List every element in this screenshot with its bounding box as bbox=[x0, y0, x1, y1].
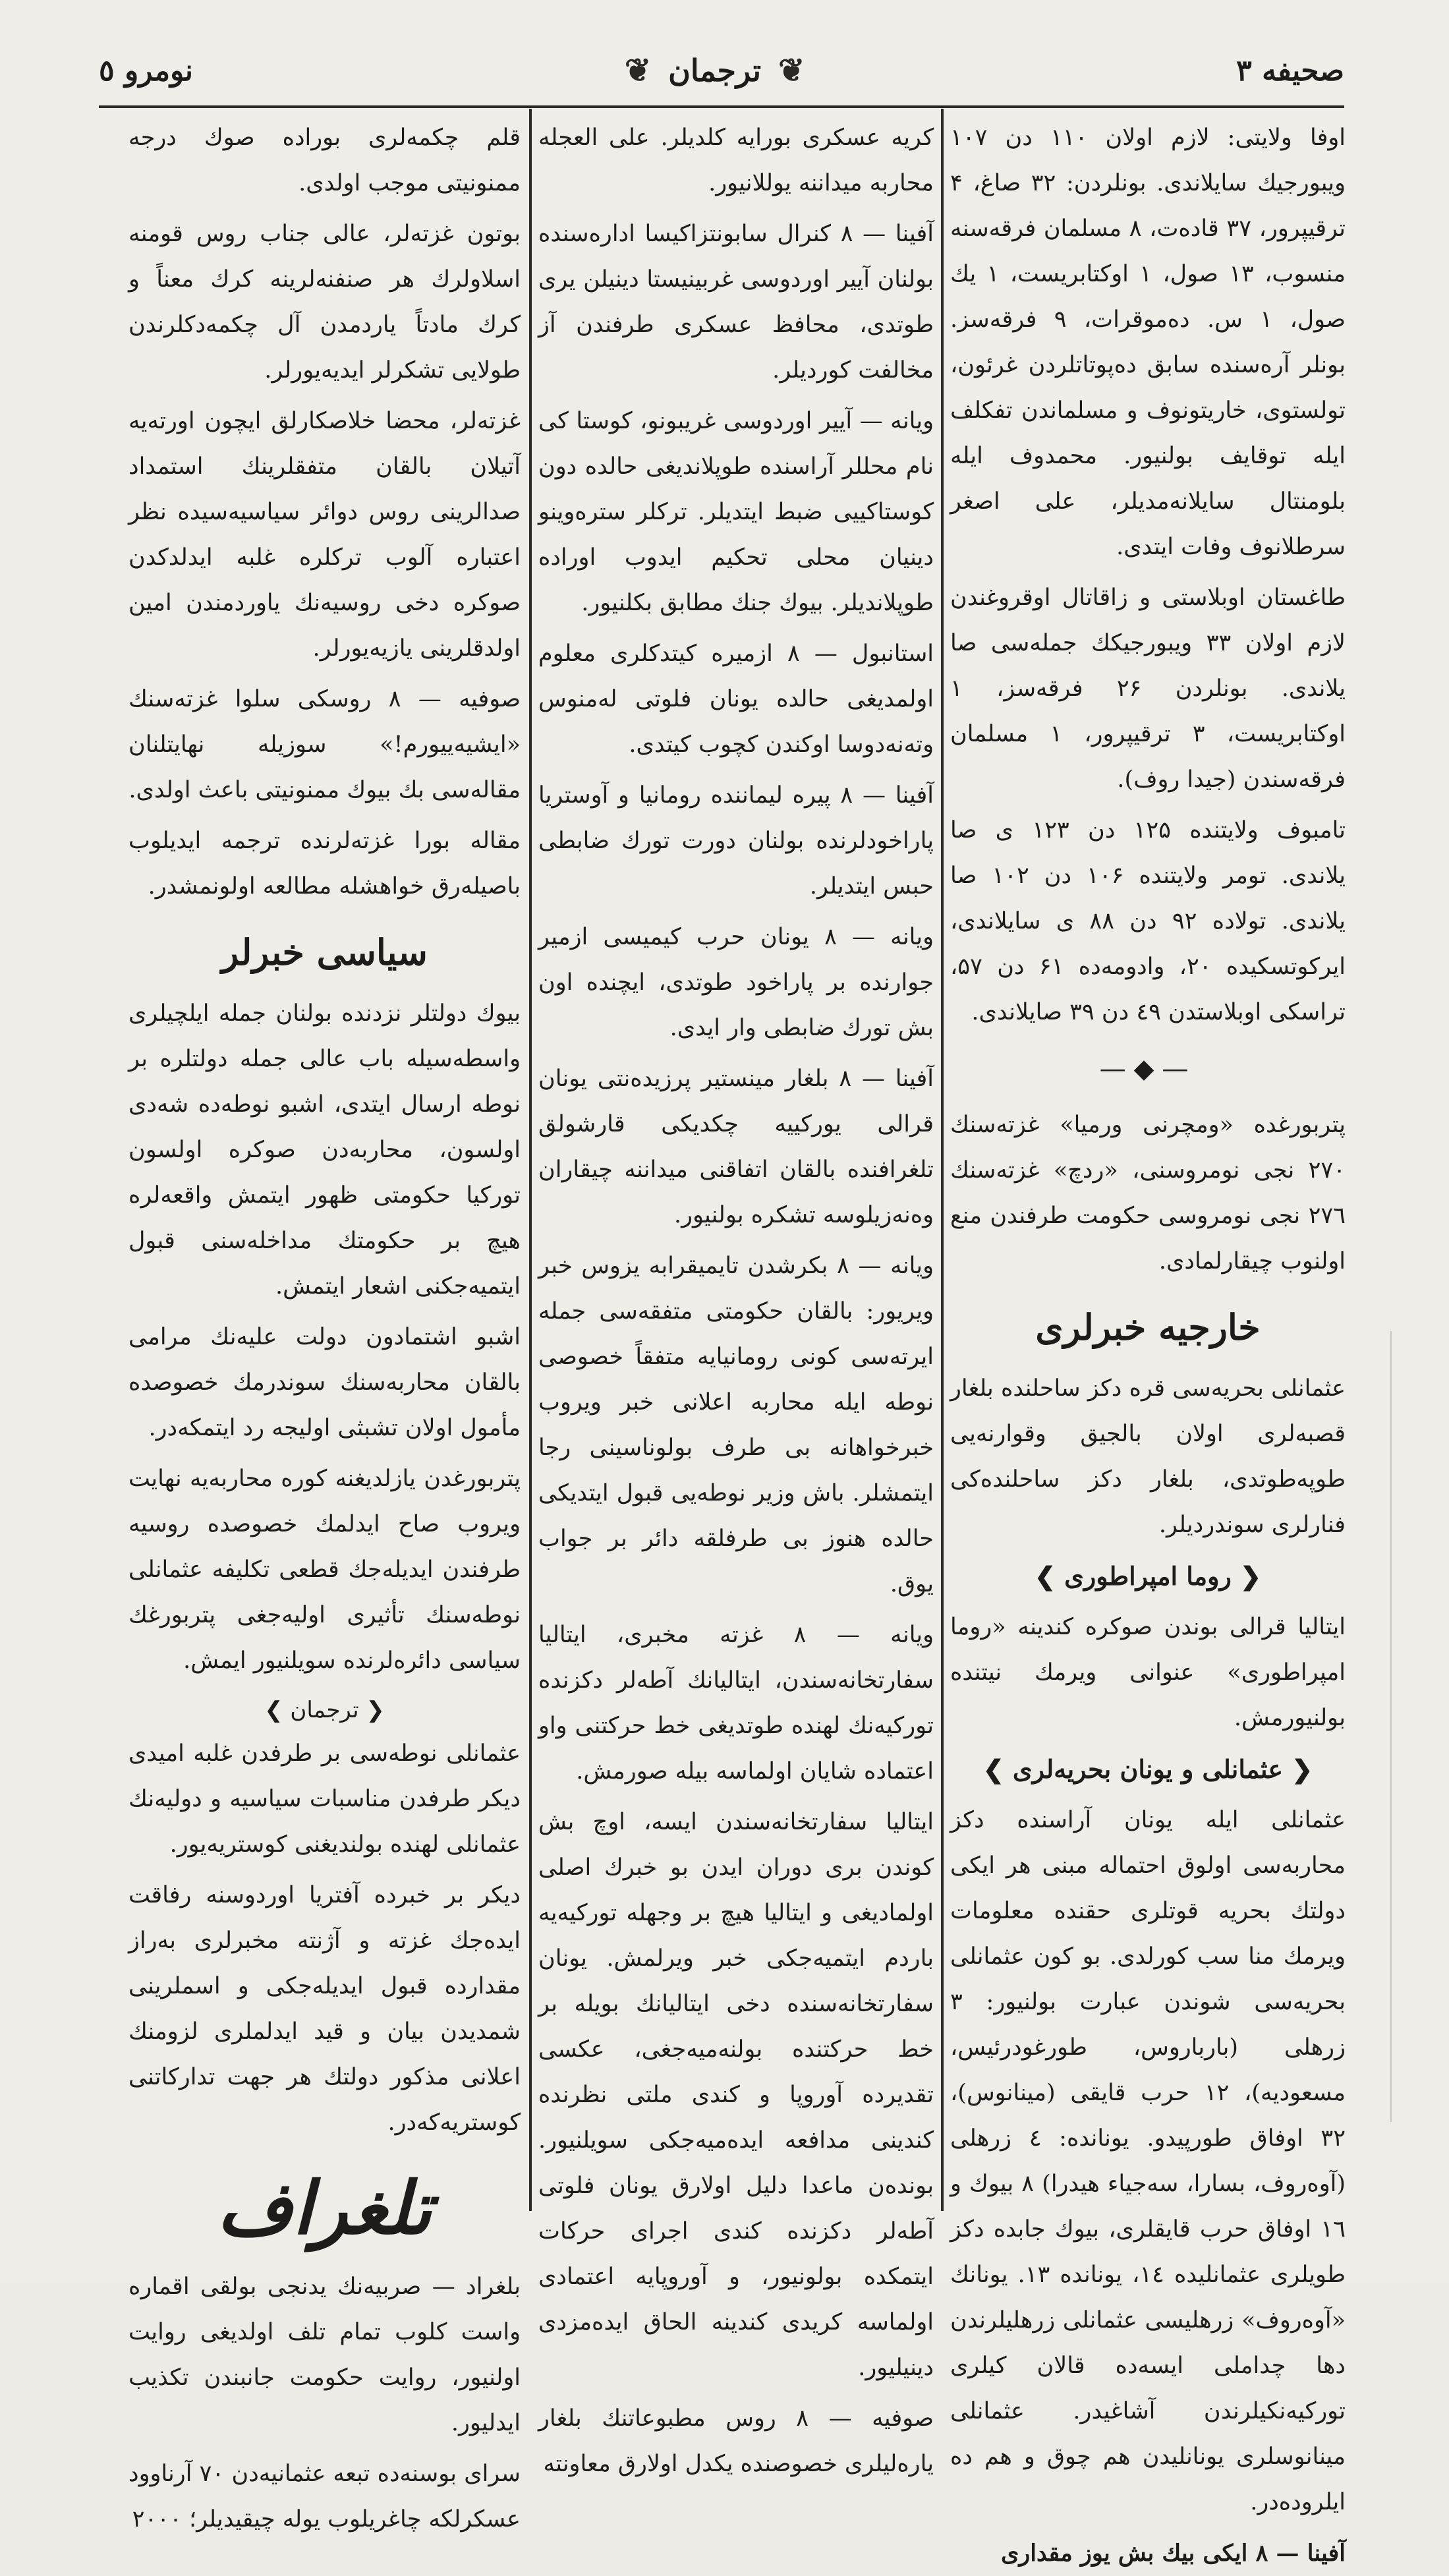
news-item: غزتەلر، محضا خلاصکارلق ایچون اورتەیە آتیلان بالقان متفقلرینك استمداد صدالرینی روس دوائر سیاسیەسیدە نظر اعتبارە آلوب ترکلرە غلبە ایدلدکدن صوکرە دخی روسیەنك یاوردمندن امین اولدقلرینی یازیەیورلر. bbox=[128, 408, 521, 662]
column-rule-left bbox=[529, 109, 532, 2211]
page-number-label: صحیفه ۳ bbox=[1236, 53, 1344, 88]
rome-empire-heading: ❮ روما امپراطوری ❯ bbox=[1035, 1561, 1261, 1591]
rome-empire-text: ایتالیا قرالی بوندن صوکرە کندینە «روما امپراطوری» عنوانی ویرمك نیتندە بولنیورمش. bbox=[950, 1614, 1346, 1731]
news-item: ویانە — ۸ غزتە مخبری، ایتالیا سفارتخانەسندن، ایتالیانك آطەلر دکزندە تورکیەنك لهندە طوتدیغی خط حرکتنی واو اعتمادە شایان اولماسە بیلە صورمش. bbox=[538, 1622, 934, 1785]
telegraph-item: سرای بوسنەدە تبعە عثمانیەدن ۷۰ آرناوود عسکرلکە چاغریلوب یولە چیقیدیلر؛ ۲۰۰۰ bbox=[128, 2461, 521, 2533]
newspaper-title: ترجمان bbox=[668, 53, 762, 88]
news-item: بوتون غزتەلر، عالی جناب روس قومنە اسلاولرك هر صنفنەلرینە کرك معناً و کرك مادتاً یاردمدن آل چکمەدکلرندن طولایی تشکرلر ایدیەیورلر. bbox=[128, 221, 521, 384]
news-item: ویانە — آییر اوردوسی غریبونو، کوستا کی نام محللر آراسندە طوپلاندیغی حالدە دون کوستاکییی ضبط ایتدیلر. ترکلر سترەوینو دینیان محلی تحکیم ایدوب اورادە طوپلاندیلر. بیوك جنك مطابق بکلنیور. bbox=[538, 408, 934, 616]
news-item: قلم چکمەلری بورادە صوك درجە ممنونیتی موجب اولدی. bbox=[128, 125, 521, 196]
news-item: صوفیە — ۸ روسکی سلوا غزتەسنك «ایشیەییورم!» سوزیلە نهایتلنان مقالەسی بك بیوك ممنونیتی باعث اولدی. bbox=[128, 686, 521, 803]
telegraph-item: بلغراد — صربیەنك یدنجی بولقی اقمارە واست کلوب تمام تلف اولدیغی روایت اولنیور، روایت حکومت جانبندن تکذیب ایدلیور. bbox=[128, 2274, 521, 2436]
news-item: ویانە — ۸ بکرشدن تایمیقرابە یزوس خبر ویریور: بالقان حکومتی متفقەسی جملە ایرتەسی کونی رومانیایە متفقاً خصوصی نوطە ایلە محاربە اعلانی خبر ویروب خبرخواهانە بی طرف بولوناسینی رجا ایتمشلر. باش وزیر نوطەیی قبول ایتدیکی حالدە هنوز بی طرفلقە دائر بر جواب یوق. bbox=[538, 1253, 934, 1597]
column-right bbox=[950, 115, 1346, 2567]
news-item: آفینا — ۸ پیرە لیماننده رومانیا و آوستریا پاراخودلرندە بولنان دورت تورك ضابطی حبس ایتدیلر. bbox=[538, 782, 934, 900]
political-news-item: بیوك دولتلر نزدندە بولنان جملە ایلچیلری واسطەسیلە باب عالی جملە دولتلرە بر نوطە ارسال ایتدی، اشبو نوطەدە شەدی اولسون، محاربەدن صوکرە اولسون تورکیا حکومتی ظهور ایتمش واقعەلرە هیچ بر حکومتك مداخلەسنی قبول ایتمیەجکنی اشعار ایتمش. bbox=[128, 1000, 521, 1300]
column-middle bbox=[538, 115, 934, 2477]
political-news-item: پتربورغدن یازلدیغنە کورە محاربەیە نهایت ویروب صاح ایدلمك خصوصدە روسیە طرفندن ایدیلەجك قطعی تکلیفە عثمانلی نوطەسنك تأثیری اولیەجغی پتربورغك سیاسی دائرەلرندە سویلنیور ایمش. bbox=[128, 1466, 521, 1674]
news-item: عثمانلی نوطەسی بر طرفدن غلبە امیدی دیکر طرفدن مناسبات سیاسیە و دولیەنك عثمانلی لهندە بولندیغنی کوستریەیور. bbox=[128, 1740, 521, 1858]
header-rule bbox=[99, 105, 1344, 108]
issue-number-label: نومرو ٥ bbox=[99, 53, 194, 88]
telegraph-heading: تلغراف bbox=[217, 2165, 432, 2250]
news-item: ویانە — ۸ یونان حرب کیمیسی ازمیر جوارندە بر پاراخود طوتدی، ایچندە اون بش تورك ضابطی وار ایدی. bbox=[538, 924, 934, 1041]
news-item: استانبول — ۸ ازمیرە کیتدکلری معلوم اولمدیغی حالدە یونان فلوتی لەمنوس وتەنەدوسا اوکندن کچوب کیتدی. bbox=[538, 641, 934, 758]
masthead bbox=[625, 52, 805, 89]
political-news-heading: سیاسی خبرلر bbox=[221, 931, 428, 973]
left-ornament-icon: ❦ bbox=[778, 52, 805, 89]
foreign-news-heading: خارجیە خبرلری bbox=[1035, 1306, 1261, 1348]
tercuman-signature: ❮ ترجمان ❯ bbox=[264, 1697, 385, 1723]
column-rule-right bbox=[941, 109, 944, 2211]
election-report-tambov: تامبوف ولایتندە ۱۲۵ دن ۱۲۳ ی صا یلاندی. تومر ولایتندە ۱۰۶ دن ۱۰۲ صا یلاندی. تولادە ۹۲ دن ۸۸ ی سایلاندی، ایرکوتسکیدە ۲۰، وادومەدە ۶۱ دن ۵۷، تراسکی اوبلاستدن ٤۹ دن ۳۹ صایلاندی. bbox=[950, 817, 1346, 1025]
news-item: ایتالیا سفارتخانەسندن ایسە، اوچ بش کوندن بری دوران ایدن بو خبرك اصلی اولمادیغی و ایتالیا هیچ بر وجهلە تورکیەیە باردم ایتمیەجکی خبر ویرلمش. یونان سفارتخانەسندە دخی ایتالیانك بویلە بر خط حرکتندە بولنەمیەجغی، عکسی تقدیردە آوروپا و کندی ملتی نظرندە کندینی مدافعە ایدەمیەجکی سویلنیور. بوندەن ماعدا دلیل اولارق یونان فلوتی آطەلر دکزندە کندی اجرای حرکات ایتمکدە بولونیور، و آوروپایە اعتمادی اولماسە کریدی کندینە الحاق ایدەمزدی دینیلیور. bbox=[538, 1809, 934, 2381]
news-item: آفینا — ۸ کنرال سابونتزاکیسا ادارەسندە بولنان آییر اوردوسی غربینیستا دینیلن یری طوتدی، محافظ عسکری طرفندن آز مخالفت کوردیلر. bbox=[538, 221, 934, 384]
news-item: کریە عسکری بورایە کلدیلر. علی العجلە محاربە میداننە یوللانیور. bbox=[538, 125, 934, 196]
page-header bbox=[99, 34, 1344, 107]
election-report-dagestan: طاغستان اوبلاستی و زاقاتال اوقروغندن لازم اولان ۳۳ ویبورجیکك جملەسی صا یلاندی. بونلردن ۲۶ فرقەسز، ۱ اوکتابریست، ۳ ترقیپرور، ۱ مسلمان فرقەسندن (جیدا روف). bbox=[950, 585, 1346, 793]
navies-heading: ❮ عثمانلی و یونان بحریەلری ❯ bbox=[982, 1754, 1313, 1784]
right-ornament-icon: ❦ bbox=[624, 52, 652, 89]
athens-closing-line: آفینا — ۸ ایکی بیك بش یوز مقداری bbox=[1000, 2540, 1346, 2567]
section-divider: —◆— bbox=[1099, 1054, 1197, 1084]
news-item: آفینا — ۸ بلغار مینستیر پرزیدەنتی یونان قرالی یورکییە چکدیکی قارشولق تلغرافندە بالقان اتفاقنی میداننە چیقاران وەنەزیلوسە تشکرە بولنیور. bbox=[538, 1066, 934, 1228]
page-edge-shadow bbox=[1390, 1331, 1431, 2122]
navies-text: عثمانلی ایلە یونان آراسندە دکز محاربەسی اولوق احتمالە مبنی هر ایکی دولتك بحریە قوتلری حقندە معلومات ویرمك منا سب کورلدی. بو کون عثمانلی بحریەسی شوندن عبارت بولنیور: ۳ زرهلی (بارباروس، طورغودرئیس، مسعودیە)، ۱۲ حرب قایقی (مینانوس)، ۳۲ اوفاق طورپیدو. یوناندە: ٤ زرهلی (آوەروف، بسارا، سەجیاء هیدرا) ۸ بیوك و ۱٦ اوفاق حرب قایقلری، بیوك جابدە دکز طویلری عثمانلیدە ۱٤، یوناندە ۱۳. یونانك «آوەروف» زرهلیسی عثمانلی زرهلیلرندن دها چداملی ایسەدە قالان کیلری تورکیەنکیلرندن آشاغیدر. عثمانلی مینانوسلری یونانلیدن هم چوق و هم دە ایلرودەدر. bbox=[950, 1807, 1346, 2515]
news-item: صوفیە — ۸ روس مطبوعاتنك بلغار یارەلیلری خصوصندە یکدل اولارق معاونتە bbox=[538, 2405, 934, 2477]
news-item: دیکر بر خبردە آفتریا اوردوسنە رفاقت ایدەجك غزتە و آژنتە مخبرلری بەراز مقداردە قبول ایدیلەجکی و اسملرینی شمدیدن بیان و قید ایدلملری لزومنك اعلانی مذکور دولتك هر جهت تدارکاتنی کوستریەکەدر. bbox=[128, 1882, 521, 2136]
press-ban-note: پتربورغدە «ومچرنی ورمیا» غزتەسنك ۲۷۰ نجی نومروسنی، «ردچ» غزتەسنك ۲۷٦ نجی نومروسی حکومت طرفندن منع اولنوب چیقارلمادی. bbox=[950, 1112, 1346, 1274]
news-item: مقالە بورا غزتەلرندە ترجمە ایدیلوب باصیلەرق خواهشلە مطالعە اولونمشدر. bbox=[128, 828, 521, 900]
foreign-news-intro: عثمانلی بحریەسی قرە دکز ساحلندە بلغار قصبەلری اولان بالجیق وقوارنەیی طوپەطوتدی، بلغار دکز ساحلندەکی فنارلری سوندردیلر. bbox=[950, 1375, 1346, 1538]
column-left bbox=[128, 115, 521, 2533]
election-report-ufa: اوفا ولایتی: لازم اولان ۱۱۰ دن ۱۰۷ ویبورجیك سایلاندی. بونلردن: ۳۲ صاغ، ۴ ترقیپرور، ۳۷ قادەت، ۸ مسلمان فرقەسنە منسوب، ۱۳ صول، ۱ اوکتابریست، ۱ یك صول، ۱ س. دەموقرات، ۹ فرقەسز. بونلر آرەسندە سابق دەپوتاتلردن غرئون، تولستوی، خاریتونوف و مسلماندن تفکلف ایلە توقایف بولنیور. محمدوف ایلە بلومنتال سایلانەمدیلر، علی اصغر سرطلانوف وفات ایتدی. bbox=[950, 125, 1346, 560]
political-news-item: اشبو اشتمادون دولت علیەنك مرامی بالقان محاربەسنك سوندرمك خصوصدە مأمول اولان تشبثی اولیجە رد ایتمکەدر. bbox=[128, 1324, 521, 1441]
